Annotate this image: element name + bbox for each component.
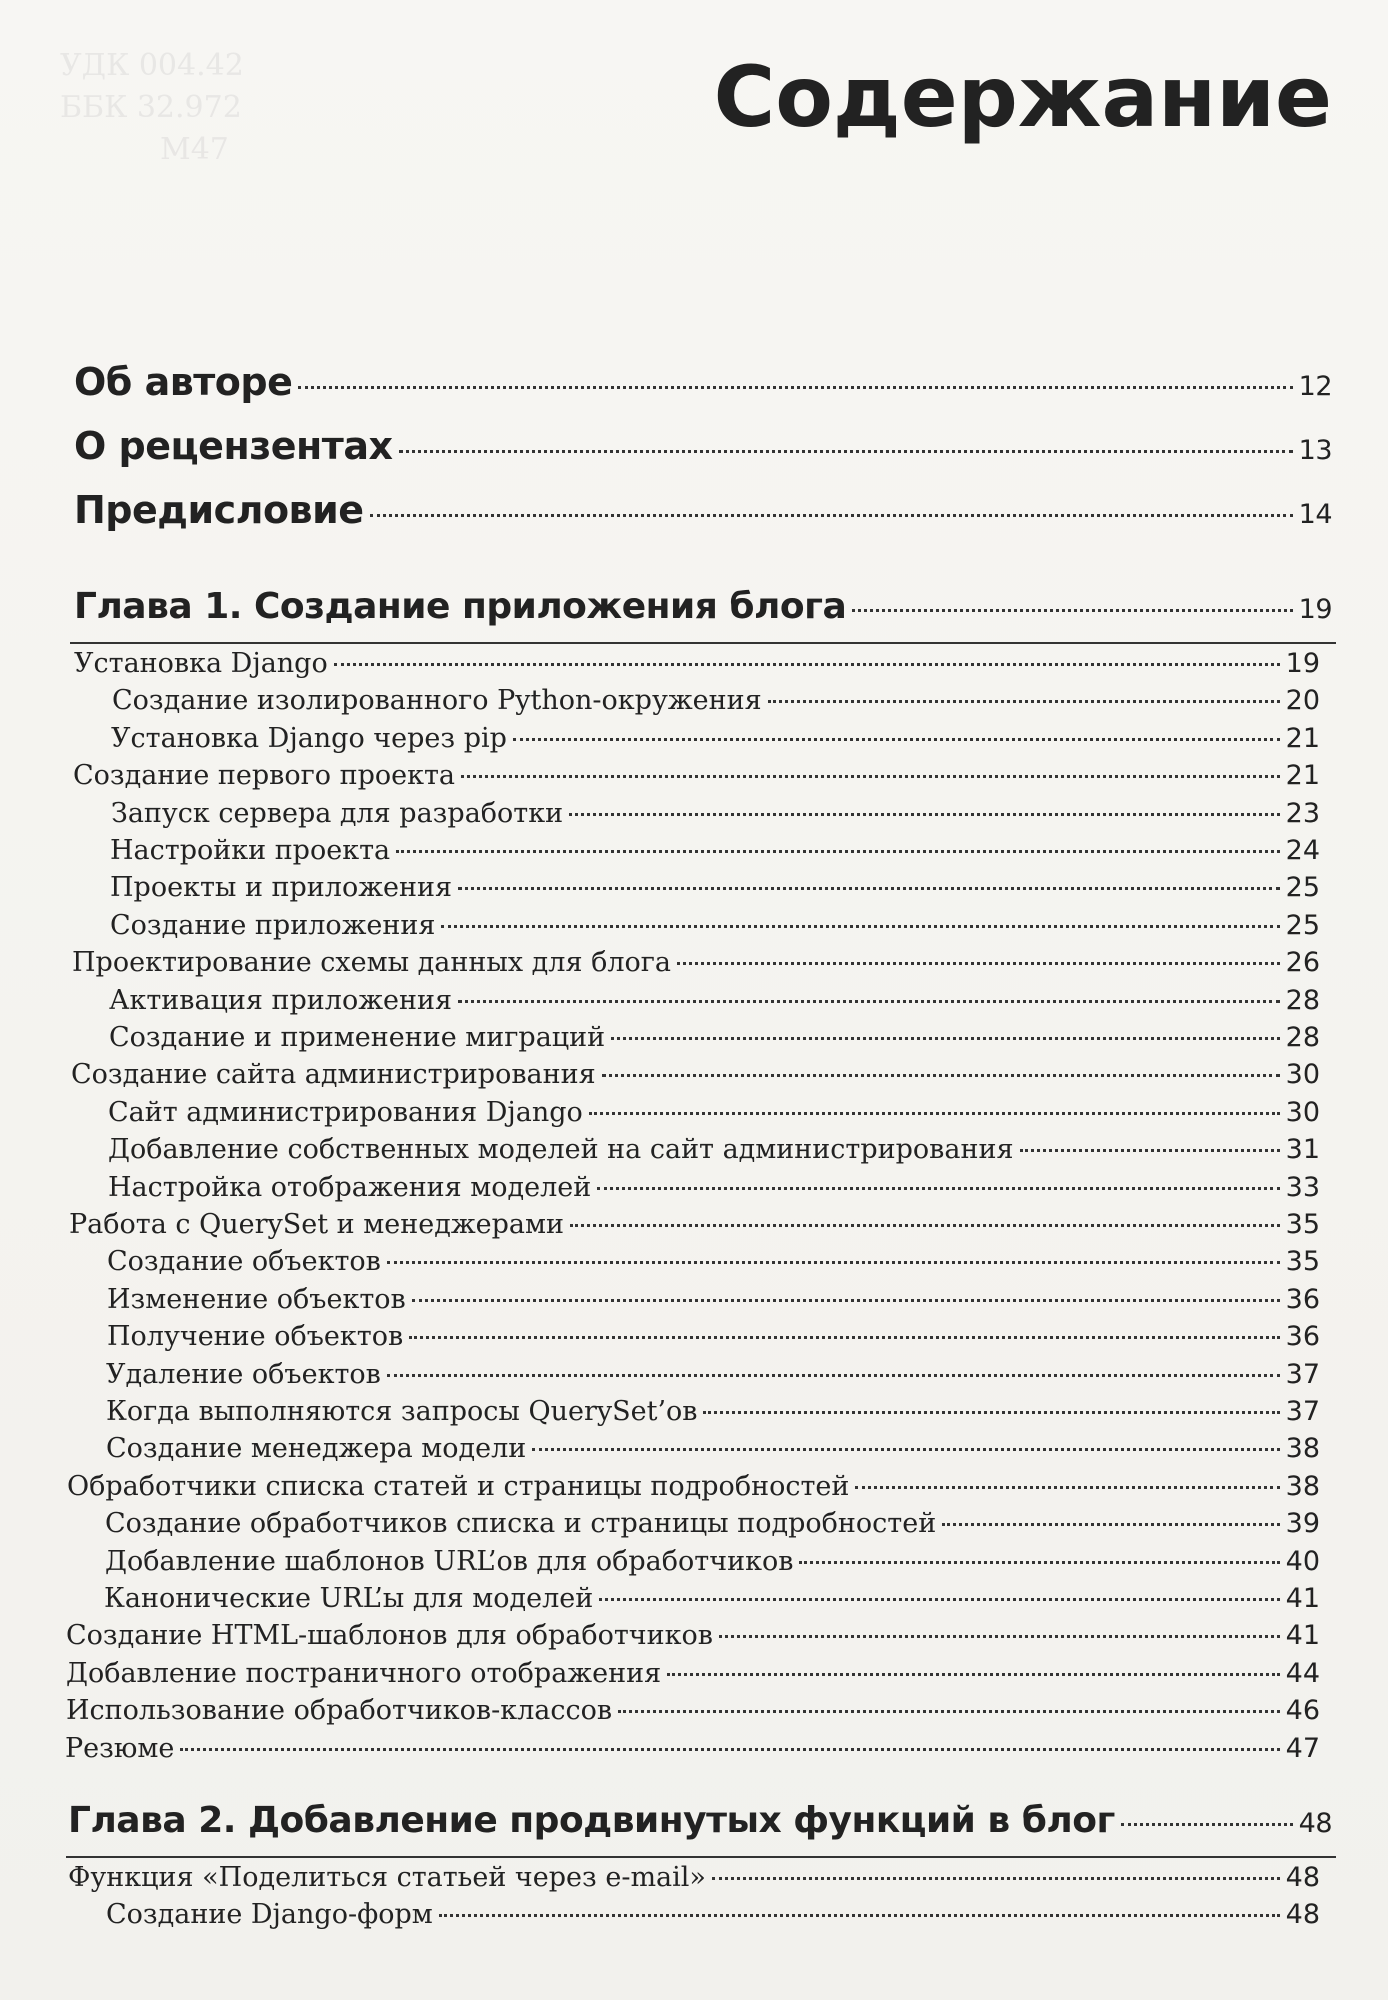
chapter-divider (66, 1856, 1336, 1858)
leader-dots (370, 514, 1293, 517)
leader-dots (569, 813, 1280, 816)
leader-dots (599, 1598, 1279, 1601)
leader-dots (396, 850, 1280, 853)
toc-entry-label: Установка Django (74, 648, 328, 679)
leader-dots (667, 1673, 1280, 1676)
leader-dots (387, 1374, 1280, 1377)
toc-section-entry[interactable] (66, 1620, 1320, 1651)
toc-entry-label: Получение объектов (107, 1321, 404, 1353)
toc-entry-preface[interactable] (74, 488, 1332, 532)
toc-subsection-entry[interactable] (106, 1359, 1320, 1390)
toc-subsection-entry[interactable] (111, 798, 1320, 829)
toc-subsection-entry[interactable] (104, 1583, 1320, 1614)
leader-dots (399, 450, 1293, 453)
toc-entry-label: Удаление объектов (106, 1358, 381, 1390)
leader-dots (597, 1187, 1279, 1190)
toc-entry-label: Активация приложения (109, 984, 453, 1016)
toc-section-entry[interactable] (73, 760, 1320, 791)
toc-page-number: 48 (1285, 1899, 1320, 1931)
toc-section-entry[interactable] (68, 1862, 1320, 1893)
toc-page-number: 24 (1285, 835, 1320, 866)
toc-entry-label: Использование обработчиков-классов (66, 1695, 613, 1727)
toc-entry-label: Создание приложения (110, 909, 436, 941)
toc-subsection-entry[interactable] (110, 910, 1320, 941)
toc-entry-label: Настройки проекта (110, 835, 391, 866)
toc-entry-label: Об авторе (74, 360, 293, 404)
leader-dots (589, 1112, 1280, 1115)
toc-subsection-entry[interactable] (105, 1546, 1320, 1577)
toc-section-entry[interactable] (67, 1471, 1320, 1502)
toc-entry-label: Создание обработчиков списка и страницы подробностей (105, 1508, 937, 1540)
toc-page-number: 25 (1285, 872, 1320, 904)
leader-dots (298, 386, 1292, 389)
toc-page-number: 40 (1285, 1545, 1320, 1577)
toc-entry-label: Работа с QuerySet и менеджерами (69, 1209, 565, 1240)
leader-dots (532, 1448, 1279, 1451)
chapter-title: Глава 1. Создание приложения блога (74, 586, 847, 627)
toc-entry-label: Создание и применение миграций (109, 1022, 606, 1053)
leader-dots (570, 1224, 1280, 1227)
toc-page-number: 28 (1285, 1022, 1320, 1053)
toc-page-number: 35 (1285, 1246, 1320, 1278)
leader-dots (461, 775, 1280, 778)
toc-entry-reviewers[interactable] (74, 424, 1332, 468)
leader-dots (703, 1411, 1279, 1414)
toc-entry-label: Проектирование схемы данных для блога (72, 947, 671, 979)
toc-subsection-entry[interactable] (107, 1246, 1320, 1277)
toc-entry-label: Настройка отображения моделей (108, 1171, 592, 1203)
toc-entry-label: Создание HTML-шаблонов для обработчиков (66, 1620, 713, 1652)
toc-page-number: 12 (1298, 371, 1332, 402)
leader-dots (942, 1523, 1279, 1526)
toc-subsection-entry[interactable] (109, 985, 1320, 1016)
toc-entry-label: Создание менеджера модели (106, 1433, 527, 1465)
leader-dots (180, 1748, 1279, 1751)
toc-page-number: 35 (1285, 1209, 1320, 1240)
toc-subsection-entry[interactable] (107, 1284, 1320, 1315)
toc-page-number: 41 (1285, 1620, 1320, 1652)
leader-dots (855, 1486, 1279, 1489)
toc-chapter-1[interactable] (74, 586, 1332, 627)
toc-subsection-entry[interactable] (106, 1899, 1320, 1930)
toc-subsection-entry[interactable] (111, 723, 1320, 754)
toc-section-entry[interactable] (71, 1059, 1320, 1090)
toc-entry-label: Обработчики списка статей и страницы подробностей (67, 1470, 850, 1502)
toc-page-number: 19 (1285, 648, 1320, 679)
leader-dots (799, 1561, 1279, 1564)
leader-dots (719, 1635, 1280, 1638)
toc-page-number: 19 (1298, 594, 1332, 625)
toc-page-number: 37 (1285, 1358, 1320, 1390)
page-title: Содержание (713, 48, 1332, 146)
toc-page-number: 36 (1285, 1321, 1320, 1353)
toc-page-number: 48 (1285, 1862, 1320, 1893)
toc-entry-label: Создание Django-форм (106, 1899, 433, 1931)
leader-dots (618, 1710, 1280, 1713)
toc-page-number: 26 (1285, 947, 1320, 979)
leader-dots (441, 925, 1279, 928)
toc-page-number: 46 (1285, 1695, 1320, 1727)
leader-dots (513, 738, 1280, 741)
toc-page-number: 25 (1285, 909, 1320, 941)
toc-subsection-entry[interactable] (108, 1097, 1320, 1128)
leader-dots (768, 700, 1280, 703)
toc-page-number: 28 (1285, 984, 1320, 1016)
toc-section-entry[interactable] (72, 947, 1320, 978)
toc-page-number: 31 (1285, 1134, 1320, 1166)
toc-page-number: 39 (1285, 1508, 1320, 1540)
toc-page-number: 13 (1298, 435, 1332, 466)
leader-dots (1020, 1149, 1280, 1152)
toc-entry-label: Создание объектов (107, 1246, 381, 1278)
toc-subsection-entry[interactable] (108, 1172, 1320, 1203)
toc-page-number: 21 (1285, 722, 1320, 754)
toc-page-number: 33 (1285, 1171, 1320, 1203)
toc-page-number: 37 (1285, 1396, 1320, 1427)
toc-section-entry[interactable] (65, 1733, 1320, 1764)
toc-page-number: 47 (1285, 1732, 1320, 1764)
leader-dots (387, 1261, 1280, 1264)
toc-subsection-entry[interactable] (106, 1396, 1320, 1427)
toc-page-number: 30 (1285, 1059, 1320, 1091)
toc-entry-label: Создание первого проекта (73, 760, 456, 792)
toc-entry-label: Канонические URL’ы для моделей (104, 1583, 594, 1614)
leader-dots (412, 1299, 1280, 1302)
leader-dots (409, 1336, 1279, 1339)
leader-dots (1121, 1823, 1293, 1826)
toc-subsection-entry[interactable] (105, 1508, 1320, 1539)
leader-dots (602, 1074, 1280, 1077)
bleed-through-text: ББК 32.972 (60, 90, 242, 125)
bleed-through-text: УДК 004.42 (60, 48, 244, 83)
leader-dots (677, 962, 1280, 965)
chapter-divider (70, 642, 1336, 644)
toc-page-number: 44 (1285, 1657, 1320, 1689)
toc-entry-label: Добавление шаблонов URL’ов для обработчиков (105, 1545, 794, 1577)
toc-entry-label: Добавление постраничного отображения (66, 1657, 662, 1689)
toc-page-number: 30 (1285, 1096, 1320, 1128)
toc-entry-label: Резюме (65, 1732, 175, 1764)
toc-chapter-2[interactable] (68, 1800, 1332, 1841)
toc-page-number: 48 (1298, 1808, 1332, 1839)
toc-page-number: 38 (1285, 1433, 1320, 1465)
leader-dots (334, 663, 1280, 666)
toc-subsection-entry[interactable] (110, 872, 1320, 903)
toc-entry-label: Добавление собственных моделей на сайт администрирования (108, 1134, 1014, 1166)
toc-page-number: 20 (1285, 685, 1320, 717)
toc-entry-label: Функция «Поделиться статьей через e-mail» (68, 1862, 706, 1893)
toc-subsection-entry[interactable] (108, 1134, 1320, 1165)
toc-entry-label: Запуск сервера для разработки (111, 797, 564, 829)
toc-section-entry[interactable] (66, 1695, 1320, 1726)
toc-entry-about-author[interactable] (74, 360, 1332, 404)
toc-entry-label: Проекты и приложения (110, 872, 453, 904)
toc-section-entry[interactable] (69, 1209, 1320, 1240)
toc-page-number: 23 (1285, 797, 1320, 829)
bleed-through-text: М47 (160, 132, 229, 167)
chapter-title: Глава 2. Добавление продвинутых функций в блог (68, 1800, 1115, 1841)
leader-dots (458, 1000, 1280, 1003)
leader-dots (611, 1037, 1279, 1040)
leader-dots (439, 1914, 1280, 1917)
toc-subsection-entry[interactable] (110, 835, 1320, 866)
toc-entry-label: Когда выполняются запросы QuerySet’ов (106, 1396, 698, 1427)
leader-dots (458, 887, 1280, 890)
toc-subsection-entry[interactable] (106, 1433, 1320, 1464)
toc-subsection-entry[interactable] (109, 1022, 1320, 1053)
toc-entry-label: Предисловие (74, 488, 364, 532)
toc-entry-label: Установка Django через pip (111, 722, 507, 754)
toc-section-entry[interactable] (66, 1658, 1320, 1689)
toc-page-number: 14 (1298, 499, 1332, 530)
leader-dots (852, 609, 1292, 612)
toc-section-entry[interactable] (74, 648, 1320, 679)
toc-entry-label: Сайт администрирования Django (108, 1096, 583, 1128)
toc-page-number: 36 (1285, 1283, 1320, 1315)
toc-subsection-entry[interactable] (107, 1321, 1320, 1352)
leader-dots (712, 1877, 1280, 1880)
toc-entry-label: Создание сайта администрирования (71, 1059, 596, 1091)
toc-entry-label: Создание изолированного Python-окружения (112, 685, 762, 717)
toc-page-number: 21 (1285, 760, 1320, 792)
toc-entry-label: Изменение объектов (107, 1283, 406, 1315)
toc-page-number: 38 (1285, 1470, 1320, 1502)
toc-page-number: 41 (1285, 1583, 1320, 1614)
toc-subsection-entry[interactable] (112, 685, 1320, 716)
toc-entry-label: О рецензентах (74, 424, 393, 468)
